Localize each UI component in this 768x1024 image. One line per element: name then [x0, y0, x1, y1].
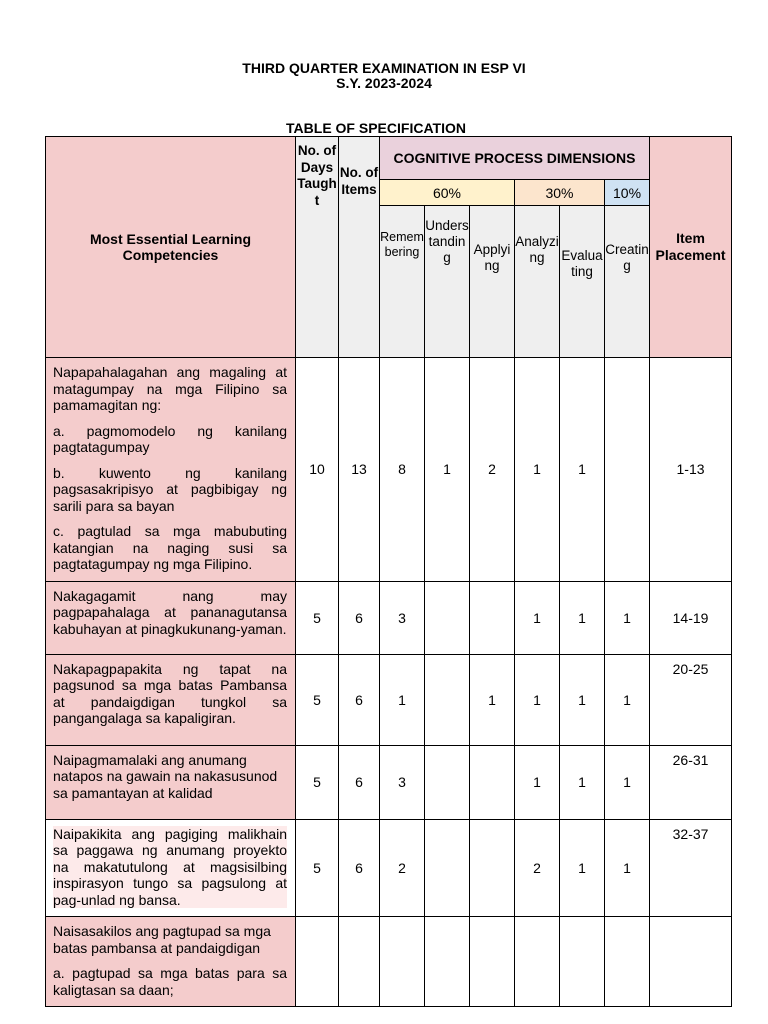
understanding-cell — [425, 819, 470, 917]
applying-cell — [470, 581, 515, 654]
item-placement-cell: 14-19 — [650, 581, 732, 654]
item-placement-cell: 1-13 — [650, 358, 732, 582]
header-competencies — [46, 137, 296, 358]
days-taught-cell — [296, 917, 339, 1007]
competency-text: Naisasakilos ang pagtupad sa mga batas pambansa at pandaigdigan — [53, 923, 271, 956]
table-row — [46, 917, 732, 1007]
competency-text: Napapahalagahan ang magaling at matagumpay na mga Filipino sa pamamagitan ng: — [53, 364, 287, 413]
competency-text: a. pagmomodelo ng kanilang pagtatagumpay — [53, 422, 287, 455]
header-analyzing: Analyzing — [515, 206, 560, 358]
item-placement-cell: 20-25 — [650, 654, 732, 745]
no-of-items-cell: 13 — [339, 358, 380, 582]
creating-cell: 1 — [605, 581, 650, 654]
competency-text: Naipakikita ang pagiging malikhain sa paggawa ng anumang proyekto na makatutulong at magsisilbing inspirasyon tungo sa pagsulong at pag-unlad ng bansa. — [53, 825, 287, 908]
header-remembering: Remembering — [380, 206, 425, 358]
evaluating-cell: 1 — [560, 581, 605, 654]
remembering-cell: 2 — [380, 819, 425, 917]
creating-cell: 1 — [605, 654, 650, 745]
header-pct-10: 10% — [605, 180, 650, 206]
evaluating-cell: 1 — [560, 745, 605, 819]
header-competencies-label: Most Essential Learning Competencies — [89, 231, 252, 263]
creating-cell — [605, 917, 650, 1007]
days-taught-cell: 5 — [296, 581, 339, 654]
table-of-specification — [45, 136, 732, 1007]
header-evaluating: Evaluating — [560, 206, 605, 358]
header-days-taught: No. of Days Taught — [296, 137, 339, 358]
understanding-cell — [425, 745, 470, 819]
analyzing-cell: 2 — [515, 819, 560, 917]
analyzing-cell — [515, 917, 560, 1007]
days-taught-cell: 5 — [296, 819, 339, 917]
competency-cell — [46, 654, 296, 745]
item-placement-cell: 32-37 — [650, 819, 732, 917]
analyzing-cell: 1 — [515, 358, 560, 582]
header-item-placement: Item Placement — [650, 137, 732, 358]
competency-text: Naipagmamalaki ang anumang natapos na gawain na nakasusunod sa pamantayan at kalidad — [53, 751, 278, 801]
applying-cell — [470, 819, 515, 917]
competency-cell — [46, 581, 296, 654]
evaluating-cell: 1 — [560, 358, 605, 582]
table-row — [46, 358, 732, 582]
school-year: S.Y. 2023-2024 — [336, 75, 432, 91]
analyzing-cell: 1 — [515, 581, 560, 654]
header-creating: Creating — [605, 206, 650, 358]
creating-cell — [605, 358, 650, 582]
table-title: TABLE OF SPECIFICATION — [286, 120, 466, 136]
evaluating-cell: 1 — [560, 819, 605, 917]
header-applying: Applying — [470, 206, 515, 358]
header-pct-30: 30% — [515, 180, 605, 206]
days-taught-cell: 5 — [296, 654, 339, 745]
understanding-cell — [425, 654, 470, 745]
competency-text: c. pagtulad sa mga mabubuting katangian na naging susi sa pagtatagumpay ng mga Filipino. — [53, 523, 287, 572]
applying-cell: 2 — [470, 358, 515, 582]
competency-cell — [46, 917, 296, 1007]
days-taught-cell: 5 — [296, 745, 339, 819]
competency-text: b. kuwento ng kanilang pagsasakripisyo at pagbibigay ng sarili para sa bayan — [53, 464, 287, 514]
remembering-cell: 1 — [380, 654, 425, 745]
table-row — [46, 745, 732, 819]
competency-text: Nakagagamit nang may pagpapahalaga at pananagutansa kabuhayan at pinagkukunang-yaman. — [53, 587, 287, 637]
competency-cell — [46, 819, 296, 917]
item-placement-cell: 26-31 — [650, 745, 732, 819]
item-placement-cell — [650, 917, 732, 1007]
analyzing-cell: 1 — [515, 654, 560, 745]
analyzing-cell: 1 — [515, 745, 560, 819]
exam-title: THIRD QUARTER EXAMINATION IN ESP VI — [242, 60, 526, 76]
header-pct-60: 60% — [380, 180, 515, 206]
header-no-of-items: No. of Items — [339, 137, 380, 358]
evaluating-cell: 1 — [560, 654, 605, 745]
header-cognitive-dimensions: COGNITIVE PROCESS DIMENSIONS — [380, 137, 650, 180]
no-of-items-cell: 6 — [339, 581, 380, 654]
remembering-cell — [380, 917, 425, 1007]
no-of-items-cell — [339, 917, 380, 1007]
competency-cell — [46, 745, 296, 819]
header-understanding: Understanding — [425, 206, 470, 358]
understanding-cell — [425, 917, 470, 1007]
no-of-items-cell: 6 — [339, 819, 380, 917]
creating-cell: 1 — [605, 819, 650, 917]
competency-text: Nakapagpapakita ng tapat na pagsunod sa mga batas Pambansa at pandaigdigan tungkol sa pangangalaga sa kapaligiran. — [53, 660, 287, 726]
understanding-cell — [425, 581, 470, 654]
understanding-cell: 1 — [425, 358, 470, 582]
remembering-cell: 3 — [380, 745, 425, 819]
competency-text: a. pagtupad sa mga batas para sa kaligtasan sa daan; — [53, 965, 287, 998]
evaluating-cell — [560, 917, 605, 1007]
table-row — [46, 581, 732, 654]
no-of-items-cell: 6 — [339, 745, 380, 819]
table-row — [46, 819, 732, 917]
applying-cell — [470, 745, 515, 819]
days-taught-cell: 10 — [296, 358, 339, 582]
competency-cell — [46, 358, 296, 582]
creating-cell: 1 — [605, 745, 650, 819]
applying-cell — [470, 917, 515, 1007]
no-of-items-cell: 6 — [339, 654, 380, 745]
remembering-cell: 8 — [380, 358, 425, 582]
table-row — [46, 654, 732, 745]
remembering-cell: 3 — [380, 581, 425, 654]
applying-cell: 1 — [470, 654, 515, 745]
